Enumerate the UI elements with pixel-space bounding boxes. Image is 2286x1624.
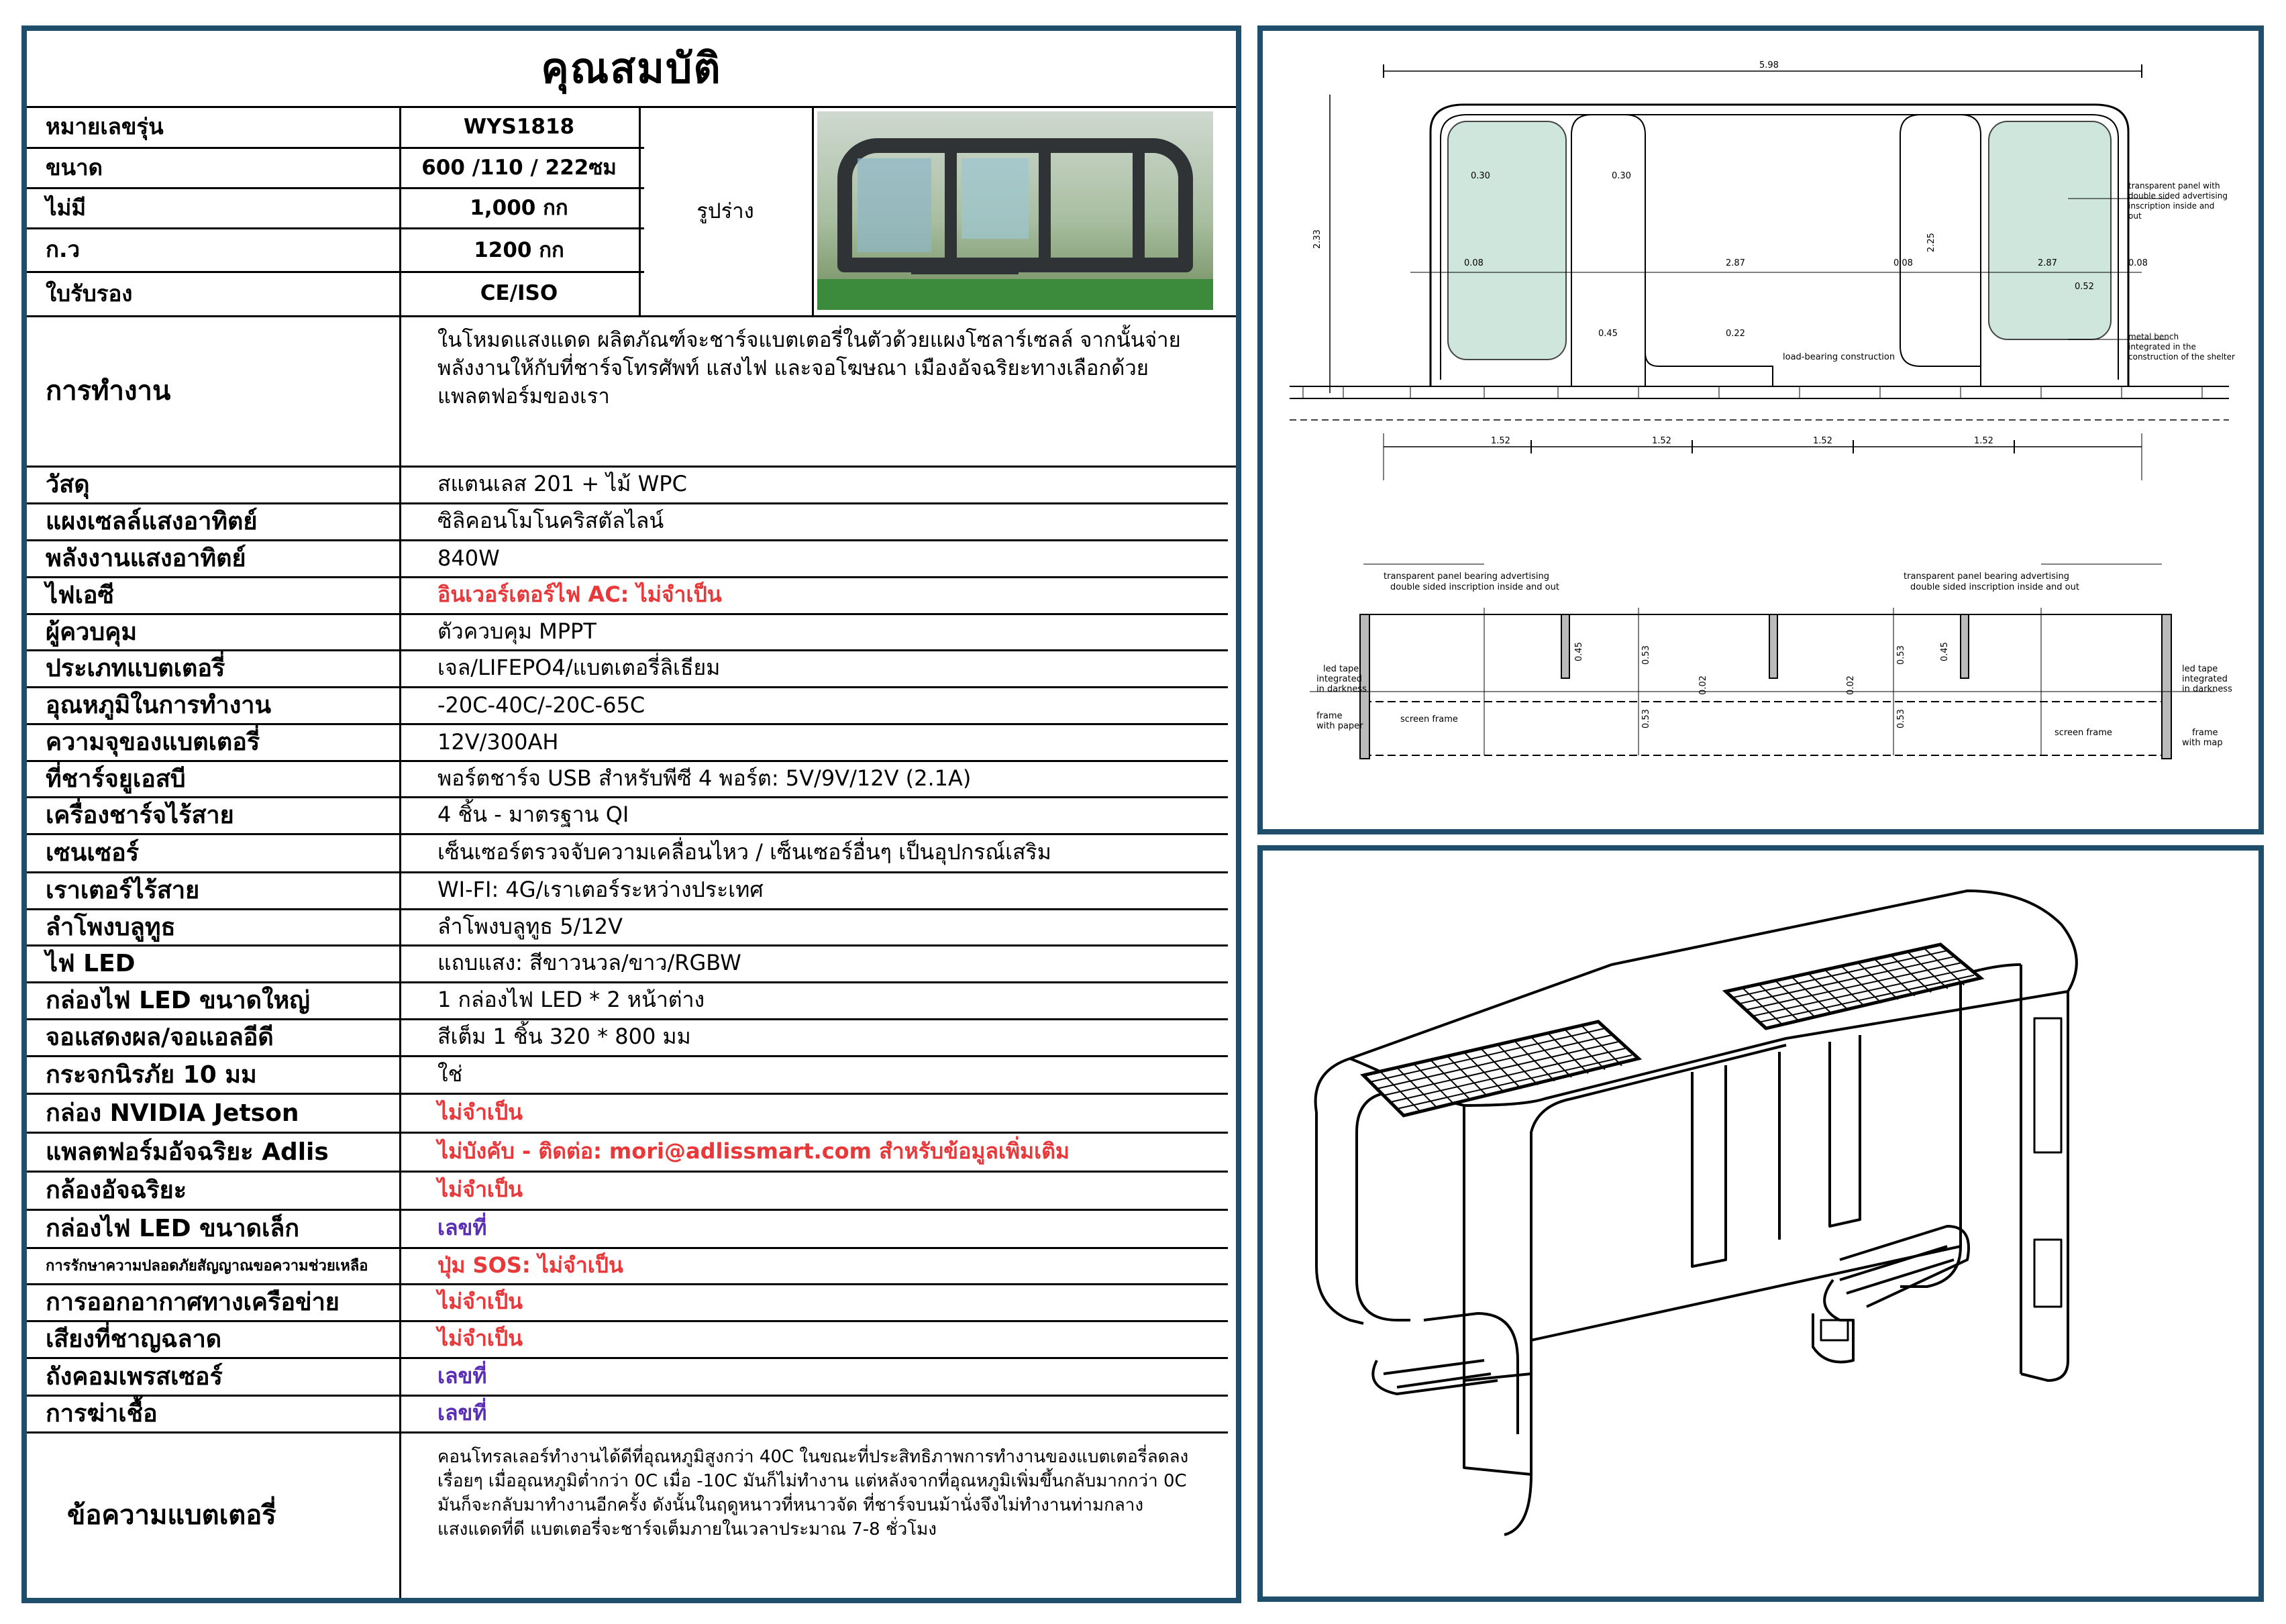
note-line: double sided advertising xyxy=(2128,191,2228,201)
spec-label: กระจกนิรภัย 10 มม xyxy=(46,1061,257,1089)
dim-label: 0.02 xyxy=(1846,675,1856,695)
table-rule xyxy=(27,1395,1228,1397)
note-line: in darkness xyxy=(1316,684,1367,694)
spec-value: ไม่จำเป็น xyxy=(437,1325,523,1351)
spec-value: เจล/LIFEPO4/แบตเตอรี่ลิเธียม xyxy=(437,655,721,680)
spec-value: ตัวควบคุม MPPT xyxy=(437,618,596,644)
spec-value: เลขที่ xyxy=(437,1362,487,1389)
dim-label: 1.52 xyxy=(1491,436,1510,446)
dim-label: 0.30 xyxy=(1612,171,1631,181)
dim-label: 0.45 xyxy=(1940,642,1950,661)
spec-label: ไฟเอซี xyxy=(46,582,114,609)
note-line: screen frame xyxy=(2055,728,2112,738)
spec-label: ไม่มี xyxy=(46,194,87,221)
operation-text: ในโหมดแสงแดด ผลิตภัณฑ์จะชาร์จแบตเตอรี่ในตัวด้วยแผงโซลาร์เซลล์ จากนั้นจ่ายพลังงานให้กับที่ชาร์จโทรศัพท์ แสงไฟ และจอโฆษณา เมืองอัจฉริยะทางเลือกด้วยแพลตฟอร์มของเรา xyxy=(437,328,1181,409)
table-rule xyxy=(812,106,814,315)
spec-label: แพลตฟอร์มอัจฉริยะ Adlis xyxy=(46,1138,329,1166)
spec-label: ลำโพงบลูทูธ xyxy=(46,913,176,941)
dim-label: 0.53 xyxy=(1641,709,1651,728)
table-rule xyxy=(27,1171,1228,1173)
shape-label: รูปร่าง xyxy=(696,199,754,223)
spec-value: ซิลิคอนโมโนคริสตัลไลน์ xyxy=(437,508,664,533)
note-line: integrated xyxy=(2182,674,2228,684)
note-line: metal bench xyxy=(2128,332,2179,341)
note-line: in darkness xyxy=(2182,684,2232,694)
spec-label: พลังงานแสงอาทิตย์ xyxy=(46,545,246,572)
operation-label: การทำงาน xyxy=(46,376,171,407)
spec-value: 4 ชิ้น - มาตรฐาน QI xyxy=(437,802,629,827)
spec-value: เลขที่ xyxy=(437,1215,487,1240)
dim-label: 0.08 xyxy=(1464,258,1484,268)
note-line: inscription inside and xyxy=(2128,201,2215,211)
spec-value: เลขที่ xyxy=(437,1400,487,1425)
spec-label: เสียงที่ชาญฉลาด xyxy=(46,1325,222,1353)
note-line: frame xyxy=(2192,728,2218,738)
table-rule xyxy=(399,315,401,466)
spec-label: เซนเซอร์ xyxy=(46,839,140,867)
spec-label: อุณหภูมิในการทำงาน xyxy=(46,692,272,719)
dim-label: 0.53 xyxy=(1896,645,1906,665)
note-line: frame xyxy=(1316,711,1343,721)
note-line: construction of the shelter xyxy=(2128,352,2235,362)
note-line: integrated xyxy=(1316,674,1362,684)
note-line: double sided inscription inside and out xyxy=(1910,582,2079,592)
spec-label: การออกอากาศทางเครือข่าย xyxy=(46,1289,340,1316)
spec-value: WYS1818 xyxy=(463,114,575,139)
note-load-bearing: load-bearing construction xyxy=(1783,352,1895,362)
note-line: led tape xyxy=(1323,664,1359,674)
spec-value: 12V/300AH xyxy=(437,728,559,755)
spec-value: WI-FI: 4G/เราเตอร์ระหว่างประเทศ xyxy=(437,877,764,902)
dim-label: 2.25 xyxy=(1926,233,1936,252)
spec-value: ไม่จำเป็น xyxy=(437,1177,523,1202)
spec-value: แถบแสง: สีขาวนวล/ขาว/RGBW xyxy=(437,950,741,975)
dim-label: 0.08 xyxy=(2128,258,2148,268)
spec-value: สแตนเลส 201 + ไม้ WPC xyxy=(437,471,687,496)
table-rule xyxy=(399,106,401,315)
spec-label: แผงเซลล์แสงอาทิตย์ xyxy=(46,508,258,535)
spec-value: อินเวอร์เตอร์ไฟ AC: ไม่จำเป็น xyxy=(437,582,722,607)
table-rule xyxy=(27,908,1228,910)
table-rule xyxy=(27,315,1236,317)
spec-label: ที่ชาร์จยูเอสบี xyxy=(46,765,186,793)
spec-label: เครื่องชาร์จไร้สาย xyxy=(46,802,234,829)
spec-value: พอร์ตชาร์จ USB สำหรับพีซี 4 พอร์ต: 5V/9V/12V (2.1A) xyxy=(437,765,972,791)
spec-label: จอแสดงผล/จอแอลอีดี xyxy=(46,1024,274,1051)
dim-label: 0.30 xyxy=(1471,171,1490,181)
dim-label: 1.52 xyxy=(1974,436,1993,446)
spec-value: -20C-40C/-20C-65C xyxy=(437,692,645,718)
dim-label: 0.08 xyxy=(1893,258,1913,268)
note-line: double sided inscription inside and out xyxy=(1390,582,1559,592)
dim-label: 0.52 xyxy=(2075,282,2094,292)
spec-label: เราเตอร์ไร้สาย xyxy=(46,877,200,904)
isometric-drawing-panel xyxy=(1257,845,2264,1602)
spec-label: ถังคอมเพรสเซอร์ xyxy=(46,1362,223,1391)
spec-value: 600 /110 / 222ซม xyxy=(421,156,617,180)
note-line: led tape xyxy=(2182,664,2218,674)
table-rule xyxy=(399,466,401,1598)
spec-value: 840W xyxy=(437,545,500,571)
dim-label: 2.87 xyxy=(2038,258,2057,268)
page-title: คุณสมบัติ xyxy=(541,44,722,93)
note-line: transparent panel bearing advertising xyxy=(1384,572,1549,582)
spec-label: กล่อง NVIDIA Jetson xyxy=(46,1099,299,1127)
spec-label: หมายเลขรุ่น xyxy=(46,113,164,140)
dim-label: 0.45 xyxy=(1574,642,1584,661)
spec-label: ประเภทแบตเตอรี่ xyxy=(46,655,225,682)
note-line: with map xyxy=(2182,738,2223,748)
note-line: with paper xyxy=(1316,721,1363,731)
technical-drawing xyxy=(1263,31,2258,829)
dim-label: 0.53 xyxy=(1641,645,1651,665)
spec-label: ความจุของแบตเตอรี่ xyxy=(46,728,260,756)
technical-drawing-panel xyxy=(1257,25,2264,834)
note-line: integrated in the xyxy=(2128,342,2196,351)
spec-label: ขนาด xyxy=(46,154,103,180)
spec-label: การรักษาความปลอดภัยสัญญาณขอความช่วยเหลือ xyxy=(46,1257,368,1275)
battery-text: คอนโทรลเลอร์ทำงานได้ดีที่อุณหภูมิสูงกว่า 40C ในขณะที่ประสิทธิภาพการทำงานของแบตเตอรี่ลดลงเรื่อยๆ เมื่ออุณหภูมิต่ำกว่า 0C เมื่อ -10C มันก็ไม่ทำงาน แต่หลังจากที่อุณหภูมิเพิ่มขึ้นกลับมากกว่า 0C มันก็จะกลับมาทำงานอีกครั้ง ดังนั้นในฤดูหนาวที่หนาวจัด ที่ชาร์จบนม้านั่งจึงไม่ทำงานท่ามกลางแสงแดดที่ดี แบตเตอรี่จะชาร์จเต็มภายในเวลาประมาณ 7-8 ชั่วโมง xyxy=(437,1447,1189,1539)
spec-label: กล่องไฟ LED ขนาดใหญ่ xyxy=(46,987,310,1014)
spec-label: กล่องไฟ LED ขนาดเล็ก xyxy=(46,1215,300,1242)
spec-value: 1,000 กก xyxy=(470,196,568,220)
spec-value: ไม่บังคับ - ติดต่อ: mori@adlissmart.com สำหรับข้อมูลเพิ่มเติม xyxy=(437,1138,1070,1164)
spec-label: ผู้ควบคุม xyxy=(46,618,138,646)
note-line: transparent panel bearing advertising xyxy=(1904,572,2069,582)
spec-label: กล้องอัจฉริยะ xyxy=(46,1177,187,1204)
note-line: transparent panel with xyxy=(2128,181,2220,191)
spec-value: 1200 กก xyxy=(474,237,564,262)
isometric-shelter-drawing xyxy=(1263,851,2258,1596)
spec-label: การฆ่าเชื้อ xyxy=(46,1400,158,1427)
spec-label: ใบรับรอง xyxy=(46,280,133,307)
spec-value: CE/ISO xyxy=(480,281,558,305)
spec-label: วัสดุ xyxy=(46,471,90,498)
note-line: out xyxy=(2128,211,2142,221)
dim-label: 0.45 xyxy=(1598,329,1618,339)
dim-label: 0.53 xyxy=(1896,709,1906,728)
spec-label: ก.ว xyxy=(46,236,81,262)
table-rule xyxy=(27,613,1228,615)
dim-label: 2.33 xyxy=(1312,229,1322,249)
dim-label: 0.22 xyxy=(1726,329,1745,339)
battery-label: ข้อความแบตเตอรี่ xyxy=(67,1500,276,1531)
dim-total: 5.98 xyxy=(1759,60,1779,70)
spec-label: ไฟ LED xyxy=(46,950,136,977)
spec-value: ใช่ xyxy=(437,1061,463,1087)
spec-value: 1 กล่องไฟ LED * 2 หน้าต่าง xyxy=(437,987,705,1012)
dim-label: 1.52 xyxy=(1652,436,1671,446)
product-photo xyxy=(817,111,1213,310)
spec-value: ไม่จำเป็น xyxy=(437,1099,523,1125)
spec-value: ไม่จำเป็น xyxy=(437,1289,523,1314)
dim-label: 1.52 xyxy=(1813,436,1832,446)
spec-value: เซ็นเซอร์ตรวจจับความเคลื่อนไหว / เซ็นเซอร์อื่นๆ เป็นอุปกรณ์เสริม xyxy=(437,839,1051,865)
dim-label: 2.87 xyxy=(1726,258,1745,268)
spec-value: สีเต็ม 1 ชิ้น 320 * 800 มม xyxy=(437,1024,691,1049)
spec-table-panel xyxy=(21,25,1241,1603)
dim-label: 0.02 xyxy=(1698,675,1708,695)
note-line: screen frame xyxy=(1400,714,1458,724)
spec-value: ปุ่ม SOS: ไม่จำเป็น xyxy=(437,1252,623,1278)
spec-value: ลำโพงบลูทูธ 5/12V xyxy=(437,913,623,939)
